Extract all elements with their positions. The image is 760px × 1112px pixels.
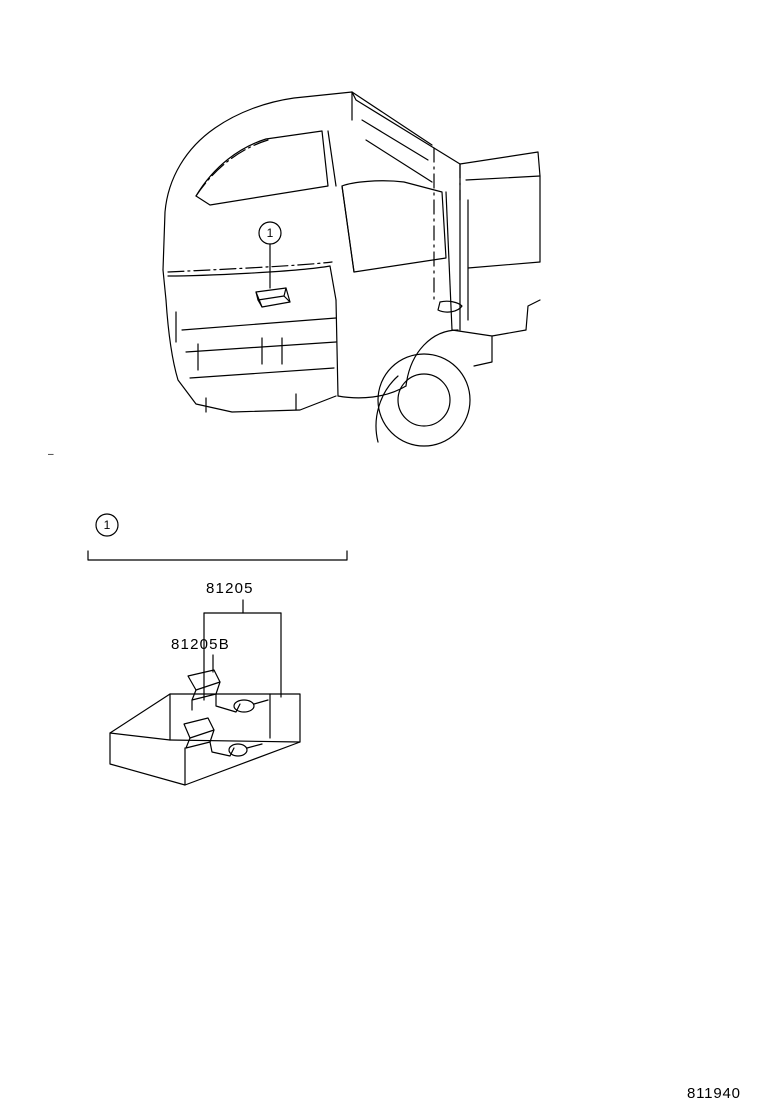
bulb-socket-assembly-icon <box>110 670 300 785</box>
callout-number-bottom: 1 <box>103 518 111 532</box>
dash-lamp-part <box>256 288 290 307</box>
callout-number-top: 1 <box>266 226 274 240</box>
figure-code: 811940 <box>687 1085 741 1102</box>
part-number-label-main: 81205 <box>206 580 254 597</box>
group-bracket <box>88 514 347 560</box>
registration-tick-mark: – <box>48 449 54 460</box>
part-number-label-sub: 81205B <box>171 636 230 653</box>
